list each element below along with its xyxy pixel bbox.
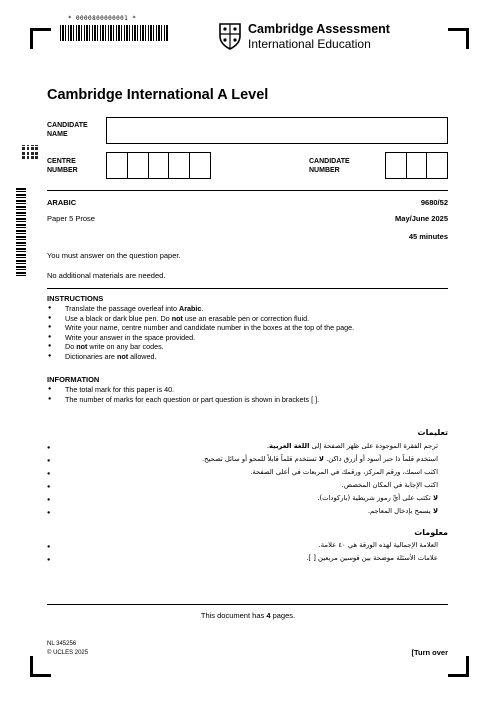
list-item: ● Do not write on any bar codes. (47, 342, 354, 352)
answer-note: You must answer on the question paper. (47, 251, 181, 260)
corner-mark-top-left (30, 28, 51, 49)
list-item: ● The total mark for this paper is 40. (47, 385, 319, 395)
instructions-list (47, 304, 354, 361)
candidate-name-field[interactable] (106, 117, 448, 144)
centre-number-field[interactable] (106, 152, 211, 179)
list-item: ● Translate the passage overleaf into Arabic. (47, 304, 354, 314)
materials-note: No additional materials are needed. (47, 271, 166, 280)
divider (47, 288, 448, 289)
exam-duration: 45 minutes (408, 232, 448, 241)
subject-code: 9680/52 (420, 198, 448, 207)
list-item: اكتب الإجابة في المكان المخصص. (341, 481, 438, 489)
list-item: العلامة الإجمالية لهذه الورقة هي ٤٠ علامة. (318, 541, 438, 549)
arabic-instructions-list (202, 440, 438, 518)
logo-line-1: Cambridge Assessment (248, 22, 390, 36)
list-item: ● Dictionaries are not allowed. (47, 352, 354, 362)
top-barcode (60, 25, 168, 41)
arabic-instructions-heading: تعليمات (417, 428, 448, 437)
centre-number-digit[interactable] (128, 153, 149, 178)
corner-mark-top-right (448, 28, 469, 49)
subject-name: ARABIC (47, 198, 77, 207)
cambridge-logo (218, 22, 438, 52)
list-item: ● Write your name, centre number and candidate number in the boxes at the top of the page. (47, 323, 354, 333)
candidate-number-digit[interactable] (427, 153, 447, 178)
candidate-number-label: CANDIDATE NUMBER (309, 158, 350, 174)
page-count-note: This document has 4 pages. (200, 611, 296, 620)
list-item: لا يسمح بإدخال المعاجم. (367, 507, 438, 515)
list-item: علامات الأسئلة موضحة بين قوسين مربعين [ ]. (306, 554, 438, 562)
copyright: © UCLES 2025 (47, 650, 89, 656)
information-list (47, 385, 319, 404)
candidate-number-digit[interactable] (407, 153, 428, 178)
information-heading: INFORMATION (47, 375, 100, 384)
list-item: استخدم قلماً ذا حبر أسود أو أزرق داكن. لا تستخدم قلماً قابلاً للمحو أو سائل تصحيح. (201, 455, 438, 463)
arabic-information-heading: معلومات (414, 528, 448, 537)
arabic-bullets: ● ● ● ● ● ● (47, 445, 51, 516)
candidate-number-digit[interactable] (386, 153, 407, 178)
list-item: ترجم الفقرة الموجودة على ظهر الصفحة إلى اللغة العربية. (266, 442, 438, 450)
barcode-text: * 0000800000001 * (68, 15, 137, 22)
logo-line-2: International Education (248, 37, 371, 51)
instructions-heading: INSTRUCTIONS (47, 294, 104, 303)
list-item: اكتب اسمك، ورقم المركز، ورقمك في المربعات في أعلى الصفحة. (250, 468, 438, 476)
page-title: Cambridge International A Level (47, 87, 269, 103)
centre-number-digit[interactable] (190, 153, 210, 178)
exam-session: May/June 2025 (395, 214, 448, 223)
list-item: ● Write your answer in the space provided. (47, 333, 354, 343)
list-item: ● The number of marks for each question or part question is shown in brackets [ ]. (47, 395, 319, 405)
turn-over: [Turn over (411, 648, 448, 657)
arabic-info-bullets: ● ● (47, 544, 51, 563)
centre-number-digit[interactable] (169, 153, 190, 178)
document-reference: NL 345256 (47, 641, 77, 647)
qr-code-pattern (22, 145, 38, 161)
list-item: ● Use a black or dark blue pen. Do not use an erasable pen or correction fluid. (47, 314, 354, 324)
candidate-name-label: CANDIDATE NAME (47, 122, 88, 138)
shield-icon (218, 22, 242, 50)
centre-number-digit[interactable] (149, 153, 170, 178)
list-item: لا تكتب على أيِّ رموز شريطية (باركودات). (317, 494, 438, 502)
divider (47, 604, 448, 605)
candidate-number-field[interactable] (385, 152, 448, 179)
paper-name: Paper 5 Prose (47, 214, 95, 223)
divider (47, 190, 448, 191)
centre-number-label: CENTRE NUMBER (47, 158, 78, 174)
centre-number-digit[interactable] (107, 153, 128, 178)
corner-mark-bottom-right (448, 656, 469, 677)
side-barcode (16, 186, 26, 276)
arabic-information-list (306, 539, 438, 565)
corner-mark-bottom-left (30, 656, 51, 677)
